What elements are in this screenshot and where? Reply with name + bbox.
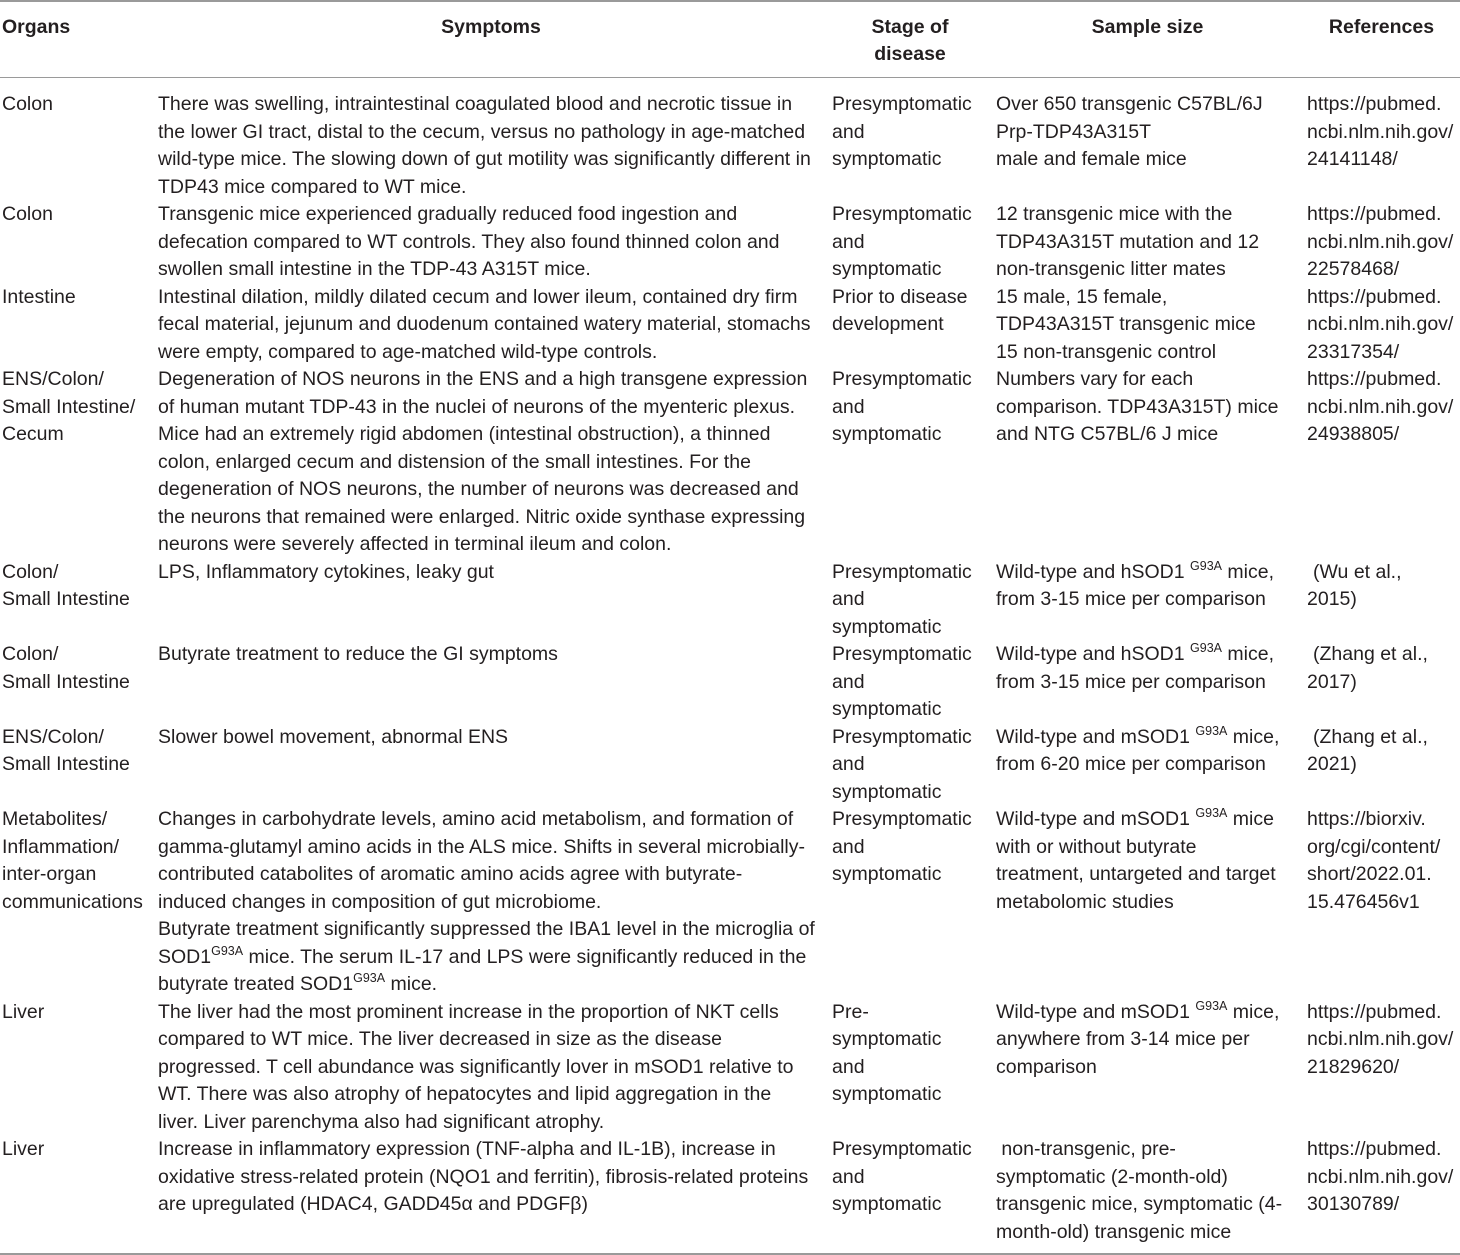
cell-symptoms: Changes in carbohydrate levels, amino acid metabolism, and formation of gamma-glutamyl amino acids in the ALS mice. Shifts in several microbially- contributed catabolites of aromatic amino acids agree with butyrate- induced changes in composition of gut microbiome. Butyrate treatment significantly suppressed the IBA1 level in the microglia of $SOD1^{G93A}$ mice. The serum IL-17 and LPS were significantly reduced in the butyrate treated $SOD1^{G93A}$ mice. xyxy=(158,808,815,995)
cell-organs: Colon/ Small Intestine xyxy=(2,643,130,693)
table-row xyxy=(0,1136,1460,1254)
citation-link[interactable]: Wu et al., 2015 xyxy=(1307,560,1402,610)
cell-reference-link[interactable]: https://biorxiv. org/cgi/content/ short/2022.01. 15.476456v1 xyxy=(1307,808,1441,913)
cell-organs: Metabolites/ Inflammation/ inter-organ communications xyxy=(2,808,143,913)
cell-organs: Colon xyxy=(2,93,53,115)
cell-sample-size: Over 650 transgenic C57BL/6J Prp-TDP43A315T male and female mice xyxy=(996,93,1263,170)
cell-symptoms: There was swelling, intraintestinal coagulated blood and necrotic tissue in the lower GI tract, distal to the cecum, versus no pathology in age-matched wild-type mice. The slowing down of gut motility was significantly different in TDP43 mice compared to WT mice. xyxy=(158,93,811,198)
cell-sample-size: Wild-type and mSOD1 $^{G93A}$ mice, anywhere from 3-14 mice per comparison xyxy=(996,998,1280,1078)
cell-symptoms: The liver had the most prominent increase in the proportion of NKT cells compared to WT mice. The liver decreased in size as the disease progressed. T cell abundance was significantly lover in mSOD1 relative to WT. There was also atrophy of hepatocytes and lipid aggregation in the liver. Liver parenchyma also had significant atrophy. xyxy=(158,1000,794,1133)
cell-sample-size: 12 transgenic mice with the TDP43A315T mutation and 12 non-transgenic litter mates xyxy=(996,203,1260,280)
cell-symptoms: Slower bowel movement, abnormal ENS xyxy=(158,725,509,748)
cell-reference-link[interactable]: https://pubmed. ncbi.nlm.nih.gov/ 24141148/ xyxy=(1307,93,1454,170)
cell-stage: Presymptomatic and symptomatic xyxy=(832,725,972,803)
cell-stage: Presymptomatic and symptomatic xyxy=(832,560,972,638)
header-sample-size: Sample size xyxy=(992,1,1303,78)
cell-stage: Presymptomatic and symptomatic xyxy=(832,368,972,445)
header-organs: Organs xyxy=(0,1,154,78)
cell-stage: Prior to disease development xyxy=(832,285,968,335)
cell-symptoms: Intestinal dilation, mildly dilated cecum and lower ileum, contained dry firm fecal material, jejunum and duodenum contained watery material, stomachs were empty, compared to age-matched wild-type controls. xyxy=(158,285,811,363)
cell-reference-citation[interactable]: (Zhang et al., 2017) xyxy=(1307,643,1428,693)
cell-sample-size: Wild-type and hSOD1 $^{G93A}$ mice, from 3-15 mice per comparison xyxy=(996,558,1274,610)
cell-reference-link[interactable]: https://pubmed. ncbi.nlm.nih.gov/ 30130789/ xyxy=(1303,1136,1460,1254)
cell-organs: ENS/Colon/ Small Intestine/ Cecum xyxy=(2,368,136,445)
cell-symptoms: Increase in inflammatory expression (TNF-alpha and IL-1B), increase in oxidative stress-related protein (NQO1 and ferritin), fibrosis-related proteins are upregulated (HDAC4, GADD45α and PDGFβ) xyxy=(154,1136,828,1254)
cell-sample-size: 15 male, 15 female, TDP43A315T transgenic mice 15 non-transgenic control xyxy=(996,285,1256,363)
table-row xyxy=(0,201,1460,284)
cell-stage: Presymptomatic and symptomatic xyxy=(832,93,972,170)
cell-sample-size: Numbers vary for each comparison. TDP43A315T) mice and NTG C57BL/6 J mice xyxy=(996,368,1279,445)
table-row xyxy=(0,641,1460,724)
citation-link-year[interactable]: 2017 xyxy=(1307,670,1351,693)
cell-reference-link[interactable]: https://pubmed. ncbi.nlm.nih.gov/ 23317354/ xyxy=(1307,285,1454,363)
header-references: References xyxy=(1303,1,1460,78)
cell-organs: Liver xyxy=(2,1000,45,1023)
table-header-row xyxy=(0,1,1460,78)
citation-link[interactable]: Zhang et al., xyxy=(1319,643,1428,665)
cell-sample-size: non-transgenic, pre- symptomatic (2-month-old) transgenic mice, symptomatic (4- month-old) transgenic mice xyxy=(992,1136,1303,1254)
citation-link[interactable]: Zhang et al., xyxy=(1319,725,1428,748)
citation-link-year[interactable]: 2021 xyxy=(1307,753,1351,775)
cell-organs: ENS/Colon/ Small Intestine xyxy=(2,725,130,775)
cell-stage: Presymptomatic and symptomatic xyxy=(832,808,972,885)
cell-symptoms: LPS, Inflammatory cytokines, leaky gut xyxy=(158,560,494,583)
cell-symptoms: Transgenic mice experienced gradually reduced food ingestion and defecation compared to WT controls. They also found thinned colon and swollen small intestine in the TDP-43 A315T mice. xyxy=(158,203,780,280)
table-row xyxy=(0,559,1460,642)
cell-reference-citation[interactable]: (Zhang et al., 2021) xyxy=(1307,725,1428,775)
cell-stage: Pre- symptomatic and symptomatic xyxy=(832,1000,942,1105)
table-row xyxy=(0,284,1460,367)
cell-reference-citation[interactable]: (Wu et al., 2015) xyxy=(1307,560,1402,610)
cell-sample-size: Wild-type and mSOD1 $^{G93A}$ mice, from 6-20 mice per comparison xyxy=(996,723,1280,775)
cell-symptoms: Butyrate treatment to reduce the GI symptoms xyxy=(158,643,558,665)
cell-reference-link[interactable]: https://pubmed. ncbi.nlm.nih.gov/ 22578468/ xyxy=(1307,203,1454,280)
cell-organs: Intestine xyxy=(2,285,76,308)
header-symptoms: Symptoms xyxy=(154,1,828,78)
table-row xyxy=(0,806,1460,999)
cell-stage: Presymptomatic and symptomatic xyxy=(832,203,972,280)
cell-stage: Presymptomatic and symptomatic xyxy=(828,1136,992,1254)
table-row xyxy=(0,366,1460,559)
cell-organs: Liver xyxy=(0,1136,154,1254)
table-row xyxy=(0,999,1460,1137)
table-row xyxy=(0,78,1460,202)
cell-organs: Colon xyxy=(2,203,53,225)
cell-organs: Colon/ Small Intestine xyxy=(2,560,130,610)
cell-reference-link[interactable]: https://pubmed. ncbi.nlm.nih.gov/ 24938805/ xyxy=(1307,368,1454,445)
header-stage-line1: Stage of xyxy=(871,16,949,38)
cell-symptoms: Degeneration of NOS neurons in the ENS and a high transgene expression of human mutant TDP-43 in the nuclei of neurons of the myenteric plexus. Mice had an extremely rigid abdomen (intestinal obstruction), a thinned colon, enlarged cecum and distension of the small intestines. For the degeneration of NOS neurons, the number of neurons was decreased and the neurons that remained were enlarged. Nitric oxide synthase expressing neurons were severely affected in terminal ileum and colon. xyxy=(158,368,808,555)
header-stage-line2: disease xyxy=(874,43,946,65)
table-row xyxy=(0,724,1460,807)
header-stage-of-disease xyxy=(828,1,992,78)
cell-reference-link[interactable]: https://pubmed. ncbi.nlm.nih.gov/ 21829620/ xyxy=(1307,1000,1454,1078)
cell-stage: Presymptomatic and symptomatic xyxy=(832,643,972,720)
cell-sample-size: Wild-type and mSOD1 $^{G93A}$ mice with or without butyrate treatment, untargeted and target metabolomic studies xyxy=(996,806,1276,913)
cell-sample-size: Wild-type and hSOD1 $^{G93A}$ mice, from 3-15 mice per comparison xyxy=(996,641,1274,693)
